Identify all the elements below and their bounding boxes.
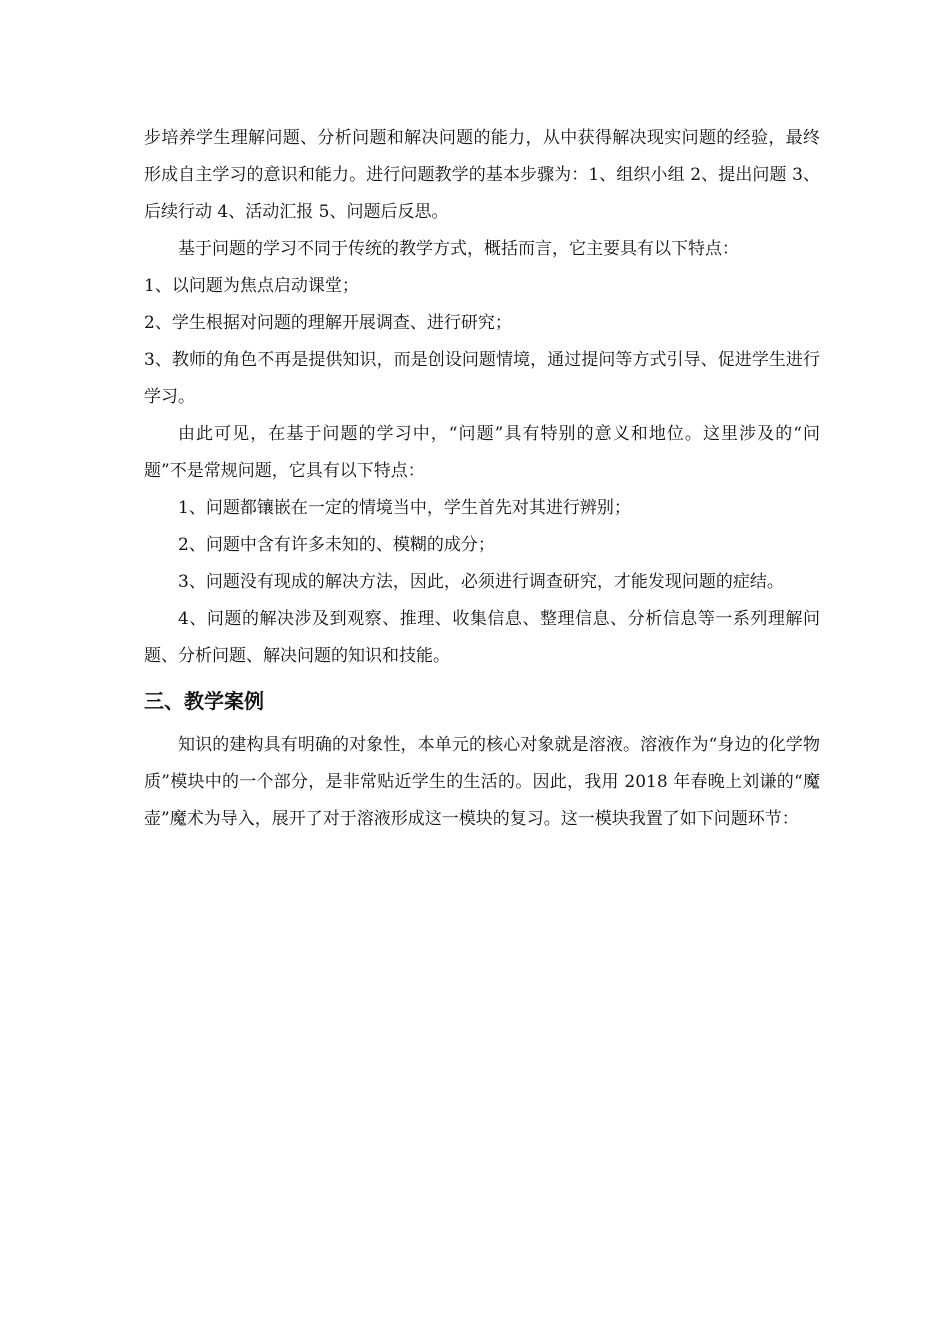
- problem-item-4: 4、问题的解决涉及到观察、推理、收集信息、整理信息、分析信息等一系列理解问题、分析问题、解决问题的知识和技能。: [144, 609, 820, 666]
- feature-item-3: 3、教师的角色不再是提供知识，而是创设问题情境，通过提问等方式引导、促进学生进行学习。: [144, 350, 820, 407]
- section-heading: 三、教学案例: [144, 689, 264, 713]
- paragraph-case: 知识的建构具有明确的对象性，本单元的核心对象就是溶液。溶液作为“身边的化学物质”模块中的一个部分，是非常贴近学生的生活的。因此，我用 2018 年春晚上刘谦的“魔壶”魔术为导入，展开了对于溶液形成这一模块的复习。这一模块我置了如下问题环节：: [144, 735, 820, 829]
- problem-item-1: 1、问题都镶嵌在一定的情境当中，学生首先对其进行辨别；: [178, 498, 631, 518]
- paragraph-intro: 步培养学生理解问题、分析问题和解决问题的能力，从中获得解决现实问题的经验，最终形成自主学习的意识和能力。进行问题教学的基本步骤为：1、组织小组 2、提出问题 3、后续行动 4、活动汇报 5、问题后反思。: [144, 128, 820, 222]
- problem-item-3: 3、问题没有现成的解决方法，因此，必须进行调查研究，才能发现问题的症结。: [178, 572, 784, 592]
- body-top: [144, 120, 820, 675]
- document-page: [144, 120, 820, 838]
- feature-item-1: 1、以问题为焦点启动课堂；: [144, 276, 359, 296]
- feature-item-2: 2、学生根据对问题的理解开展调查、进行研究；: [144, 313, 512, 333]
- problem-item-2: 2、问题中含有许多未知的、模糊的成分；: [178, 535, 495, 555]
- paragraph-problem-intro: 由此可见，在基于问题的学习中，“问题”具有特别的意义和地位。这里涉及的“问题”不是常规问题，它具有以下特点：: [144, 424, 820, 481]
- body-bottom: [144, 727, 820, 838]
- paragraph-features-intro: 基于问题的学习不同于传统的教学方式，概括而言，它主要具有以下特点：: [178, 239, 739, 259]
